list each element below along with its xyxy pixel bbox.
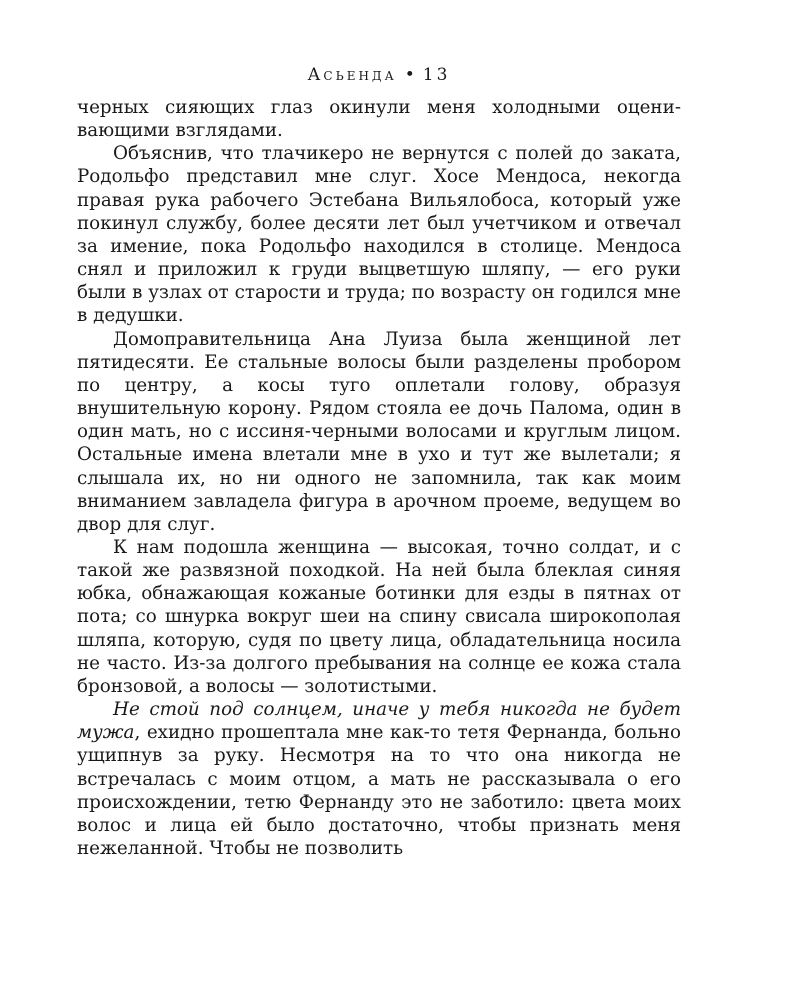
paragraph-5 <box>77 698 681 860</box>
body-text <box>77 96 681 860</box>
paragraph-4: К нам подошла женщина — высокая, точно солдат, и с такой же развязной походкой. На ней была блеклая синяя юбка, обнажающая кожаные ботинки для езды в пятнах от пота; со шнурка вокруг шеи на спину свисала широкополая шляпа, которую, судя по цвету лица, обладательница носила не часто. Из-за долгого пребывания на солнце ее кожа стала бронзовой, а волосы — золотистыми. <box>77 536 681 697</box>
paragraph-5-text: , ехидно прошептала мне как-то тетя Фернанда, больно ущипнув за руку. Несмотря на то что она никогда не встречалась с моим отцом, а мать не рассказывала о его происхождении, тетю Фернанду это не заботило: цвета моих волос и лица ей было достаточно, чтобы признать меня нежеланной. Чтобы не позволить <box>77 722 681 859</box>
book-title: Асьенда <box>307 65 397 85</box>
paragraph-3: Домоправительница Ана Луиза была женщиной лет пятидесяти. Ее стальные волосы были разделены пробором по центру, а косы туго оплетали голову, образуя внушительную корону. Рядом стояла ее дочь Палома, один в один мать, но с иссиня-черными волосами и круглым лицом. Остальные имена влетали мне в ухо и тут же вылетали; я слышала их, но ни одного не запомнила, так как моим вниманием завладела фигура в арочном проеме, ведущем во двор для слуг. <box>77 328 681 535</box>
page-number: 13 <box>422 65 451 85</box>
paragraph-5-italic: Не стой под солнцем, иначе у тебя никогда не будет мужа <box>77 699 681 744</box>
paragraph-1: черных сияющих глаз окинули меня холодными оценивающими взглядами. <box>77 97 681 142</box>
running-header <box>77 62 681 88</box>
paragraph-2: Объяснив, что тлачикеро не вернутся с полей до заката, Родольфо представил мне слуг. Хосе Мендоса, некогда правая рука рабочего Эстебана Вильялобоса, который уже покинул службу, более десяти лет был учетчиком и отвечал за имение, пока Родольфо находился в столице. Мендоса снял и приложил к груди выцветшую шляпу, — его руки были в узлах от старости и труда; по возрасту он годился мне в дедушки. <box>77 143 681 327</box>
separator-dot: • <box>404 65 415 85</box>
book-page <box>77 62 681 860</box>
